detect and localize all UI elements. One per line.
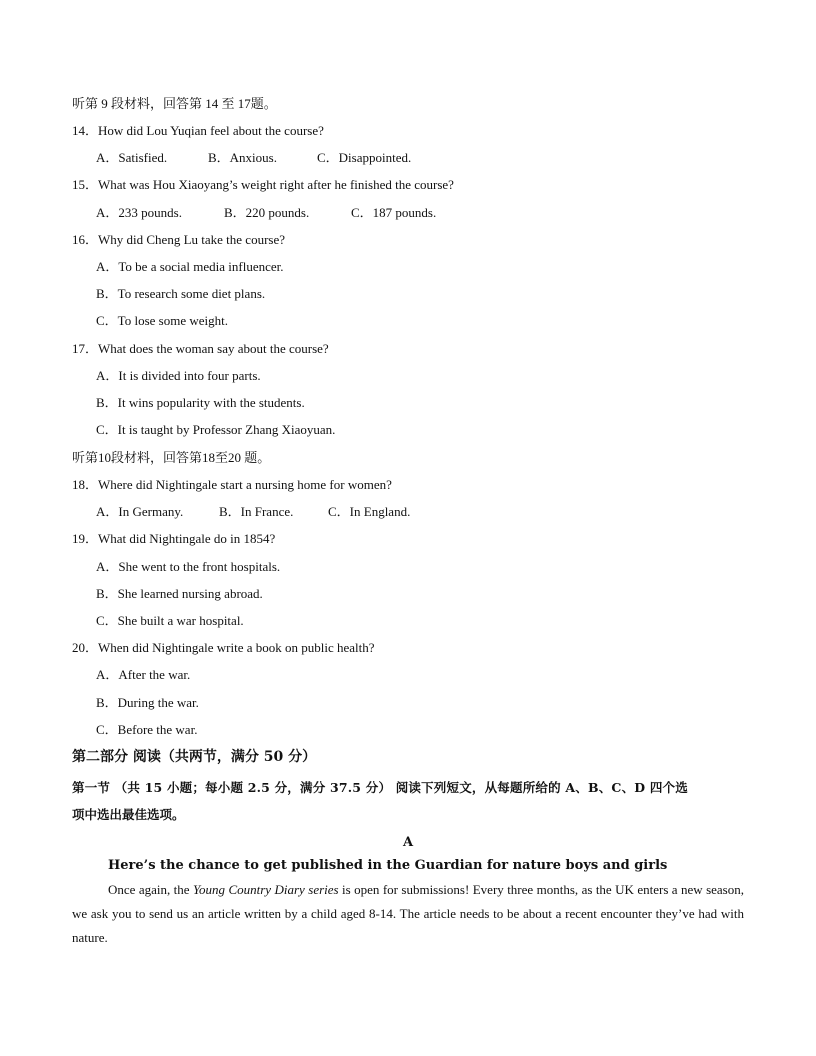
question-16-option-b: B．To research some diet plans.	[96, 286, 266, 301]
question-19-option-c: C．She built a war hospital.	[96, 613, 244, 628]
question-20-option-c: C．Before the war.	[96, 722, 198, 737]
question-14-options	[96, 150, 411, 166]
section-instructions-line-2: 项中选出最佳选项。	[72, 807, 185, 822]
passage-series-name: Young Country Diary series	[193, 882, 339, 897]
option-a: A．Satisfied.	[96, 150, 168, 165]
question-18: 18．Where did Nightingale start a nursing home for women?	[72, 477, 392, 492]
passage-letter: A	[402, 835, 414, 850]
question-20-option-a: A．After the war.	[96, 667, 191, 682]
question-18-options	[96, 504, 410, 520]
option-b: B．In France.	[219, 504, 294, 519]
question-19-option-b: B．She learned nursing abroad.	[96, 586, 263, 601]
question-16: 16．Why did Cheng Lu take the course?	[72, 232, 285, 247]
listening-part-10-header: 听第10段材料，回答第18至20 题。	[72, 450, 271, 465]
option-c: C．In England.	[328, 504, 411, 519]
question-20-option-b: B．During the war.	[96, 695, 199, 710]
question-19-option-a: A．She went to the front hospitals.	[96, 559, 281, 574]
section-instructions-line-1: 第一节 （共 15 小题；每小题 2.5 分，满分 37.5 分） 阅读下列短文，从每题所给的 A、B、C、D 四个选	[72, 780, 688, 795]
option-a: A．In Germany.	[96, 504, 184, 519]
passage-text-rest: is open for submissions! Every three months, as the UK enters a new season, we ask you to send us an article written by a child aged 8-14. The article needs to be about a recent encounter they’ve had with nature.	[72, 882, 744, 945]
question-15: 15．What was Hou Xiaoyang’s weight right after he finished the course?	[72, 177, 454, 192]
passage-paragraph	[72, 878, 744, 950]
question-14: 14．How did Lou Yuqian feel about the course?	[72, 123, 324, 138]
listening-part-9-header: 听第 9 段材料，回答第 14 至 17题。	[72, 96, 277, 111]
question-20: 20．When did Nightingale write a book on public health?	[72, 640, 375, 655]
option-a: A．233 pounds.	[96, 205, 182, 220]
question-17-option-a: A．It is divided into four parts.	[96, 368, 261, 383]
question-16-option-c: C．To lose some weight.	[96, 313, 228, 328]
option-b: B．Anxious.	[208, 150, 277, 165]
passage-text-start: Once again, the	[108, 882, 193, 897]
question-17: 17．What does the woman say about the course?	[72, 341, 329, 356]
option-b: B．220 pounds.	[224, 205, 310, 220]
question-16-option-a: A．To be a social media influencer.	[96, 259, 284, 274]
question-17-option-b: B．It wins popularity with the students.	[96, 395, 305, 410]
question-19: 19．What did Nightingale do in 1854?	[72, 531, 276, 546]
question-15-options	[96, 205, 436, 221]
passage-title: Here’s the chance to get published in the Guardian for nature boys and girls	[108, 858, 668, 873]
section-title: 第二部分 阅读（共两节，满分 50 分）	[72, 749, 317, 765]
option-c: C．Disappointed.	[317, 150, 412, 165]
question-17-option-c: C．It is taught by Professor Zhang Xiaoyuan.	[96, 422, 336, 437]
option-c: C．187 pounds.	[351, 205, 437, 220]
